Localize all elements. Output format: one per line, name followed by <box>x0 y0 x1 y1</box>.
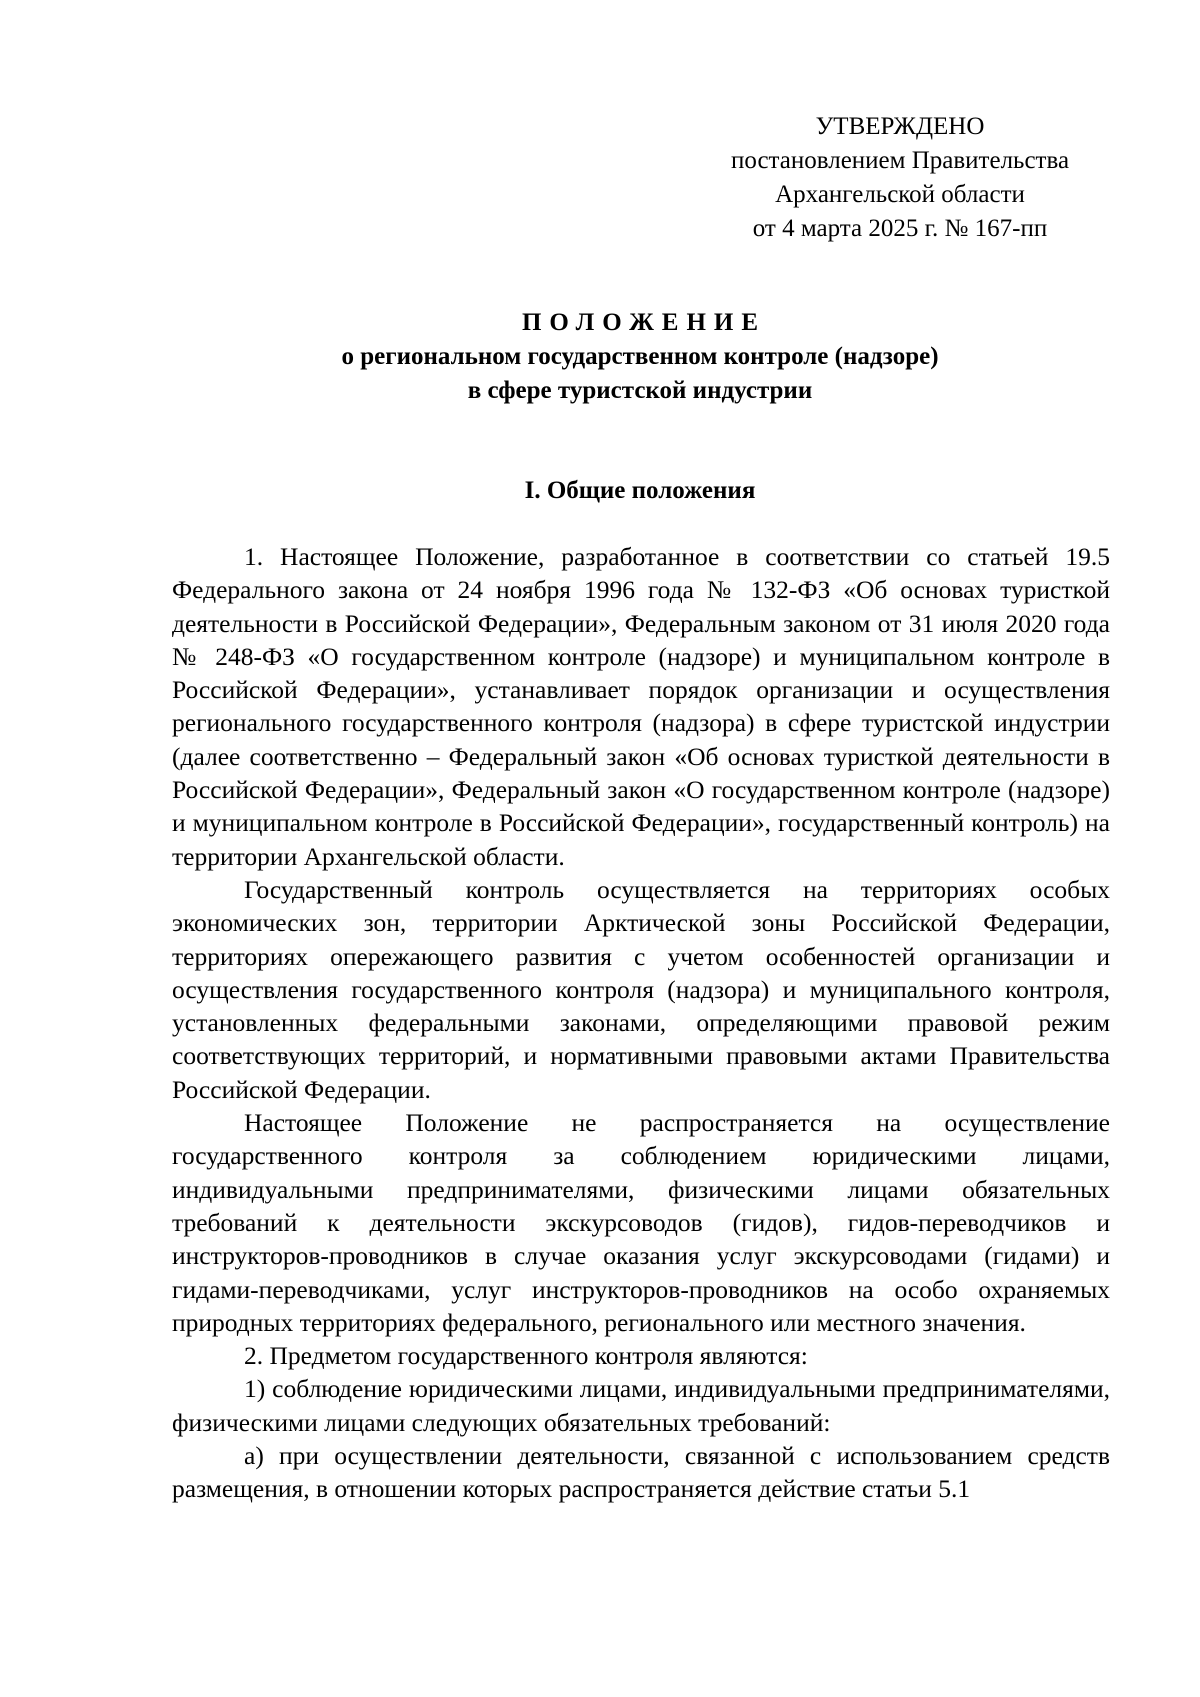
approval-stamp-block <box>700 110 1100 246</box>
paragraph-5: 1) соблюдение юридическими лицами, индивидуальными предпринимателями, физическими лицами следующих обязательных требований: <box>172 1374 1110 1437</box>
approval-approved-label: УТВЕРЖДЕНО <box>815 113 985 140</box>
approval-resolution-line: постановлением Правительства <box>730 147 1070 174</box>
document-subtitle-line-2: в сфере туристской индустрии <box>467 377 813 404</box>
paragraph-6: а) при осуществлении деятельности, связанной с использованием средств размещения, в отношении которых распространяется действие статьи 5.1 <box>172 1441 1110 1504</box>
paragraph-1: 1. Настоящее Положение, разработанное в соответствии со статьей 19.5 Федерального закона от 24 ноября 1996 года № 132-ФЗ «Об основах туристкой деятельности в Российской Федерации», Федеральным законом от 31 июля 2020 года № 248-ФЗ «О государственном контроле (надзоре) и муниципальном контроле в Российской Федерации», устанавливает порядок организации и осуществления регионального государственного контроля (надзора) в сфере туристской индустрии (далее соответственно – Федеральный закон «Об основах туристкой деятельности в Российской Федерации», Федеральный закон «О государственном контроле (надзоре) и муниципальном контроле в Российской Федерации», государственный контроль) на территории Архангельской области. <box>172 542 1110 871</box>
paragraph-4: 2. Предметом государственного контроля являются: <box>244 1341 808 1371</box>
document-title-block <box>170 306 1110 408</box>
approval-region-line: Архангельской области <box>775 181 1025 208</box>
section-heading: I. Общие положения <box>524 477 756 504</box>
approval-date-number-line: от 4 марта 2025 г. № 167-пп <box>752 215 1048 242</box>
document-subtitle-line-1: о региональном государственном контроле (надзоре) <box>341 343 939 370</box>
paragraph-3: Настоящее Положение не распространяется на осуществление государственного контроля за соблюдением юридическими лицами, индивидуальными предпринимателями, физическими лицами обязательных требований к деятельности экскурсоводов (гидов), гидов-переводчиков и инструкторов-проводников в случае оказания услуг экскурсоводами (гидами) и гидами-переводчиками, услуг инструкторов-проводников на особо охраняемых природных территориях федерального, регионального или местного значения. <box>172 1108 1110 1337</box>
document-title: ПОЛОЖЕНИЕ <box>521 309 767 336</box>
document-body <box>172 540 1110 1506</box>
paragraph-2: Государственный контроль осуществляется на территориях особых экономических зон, территории Арктической зоны Российской Федерации, территориях опережающего развития с учетом особенностей организации и осуществления государственного контроля (надзора) и муниципального контроля, установленных федеральными законами, определяющими правовой режим соответствующих территорий, и нормативными правовыми актами Правительства Российской Федерации. <box>172 874 1110 1104</box>
